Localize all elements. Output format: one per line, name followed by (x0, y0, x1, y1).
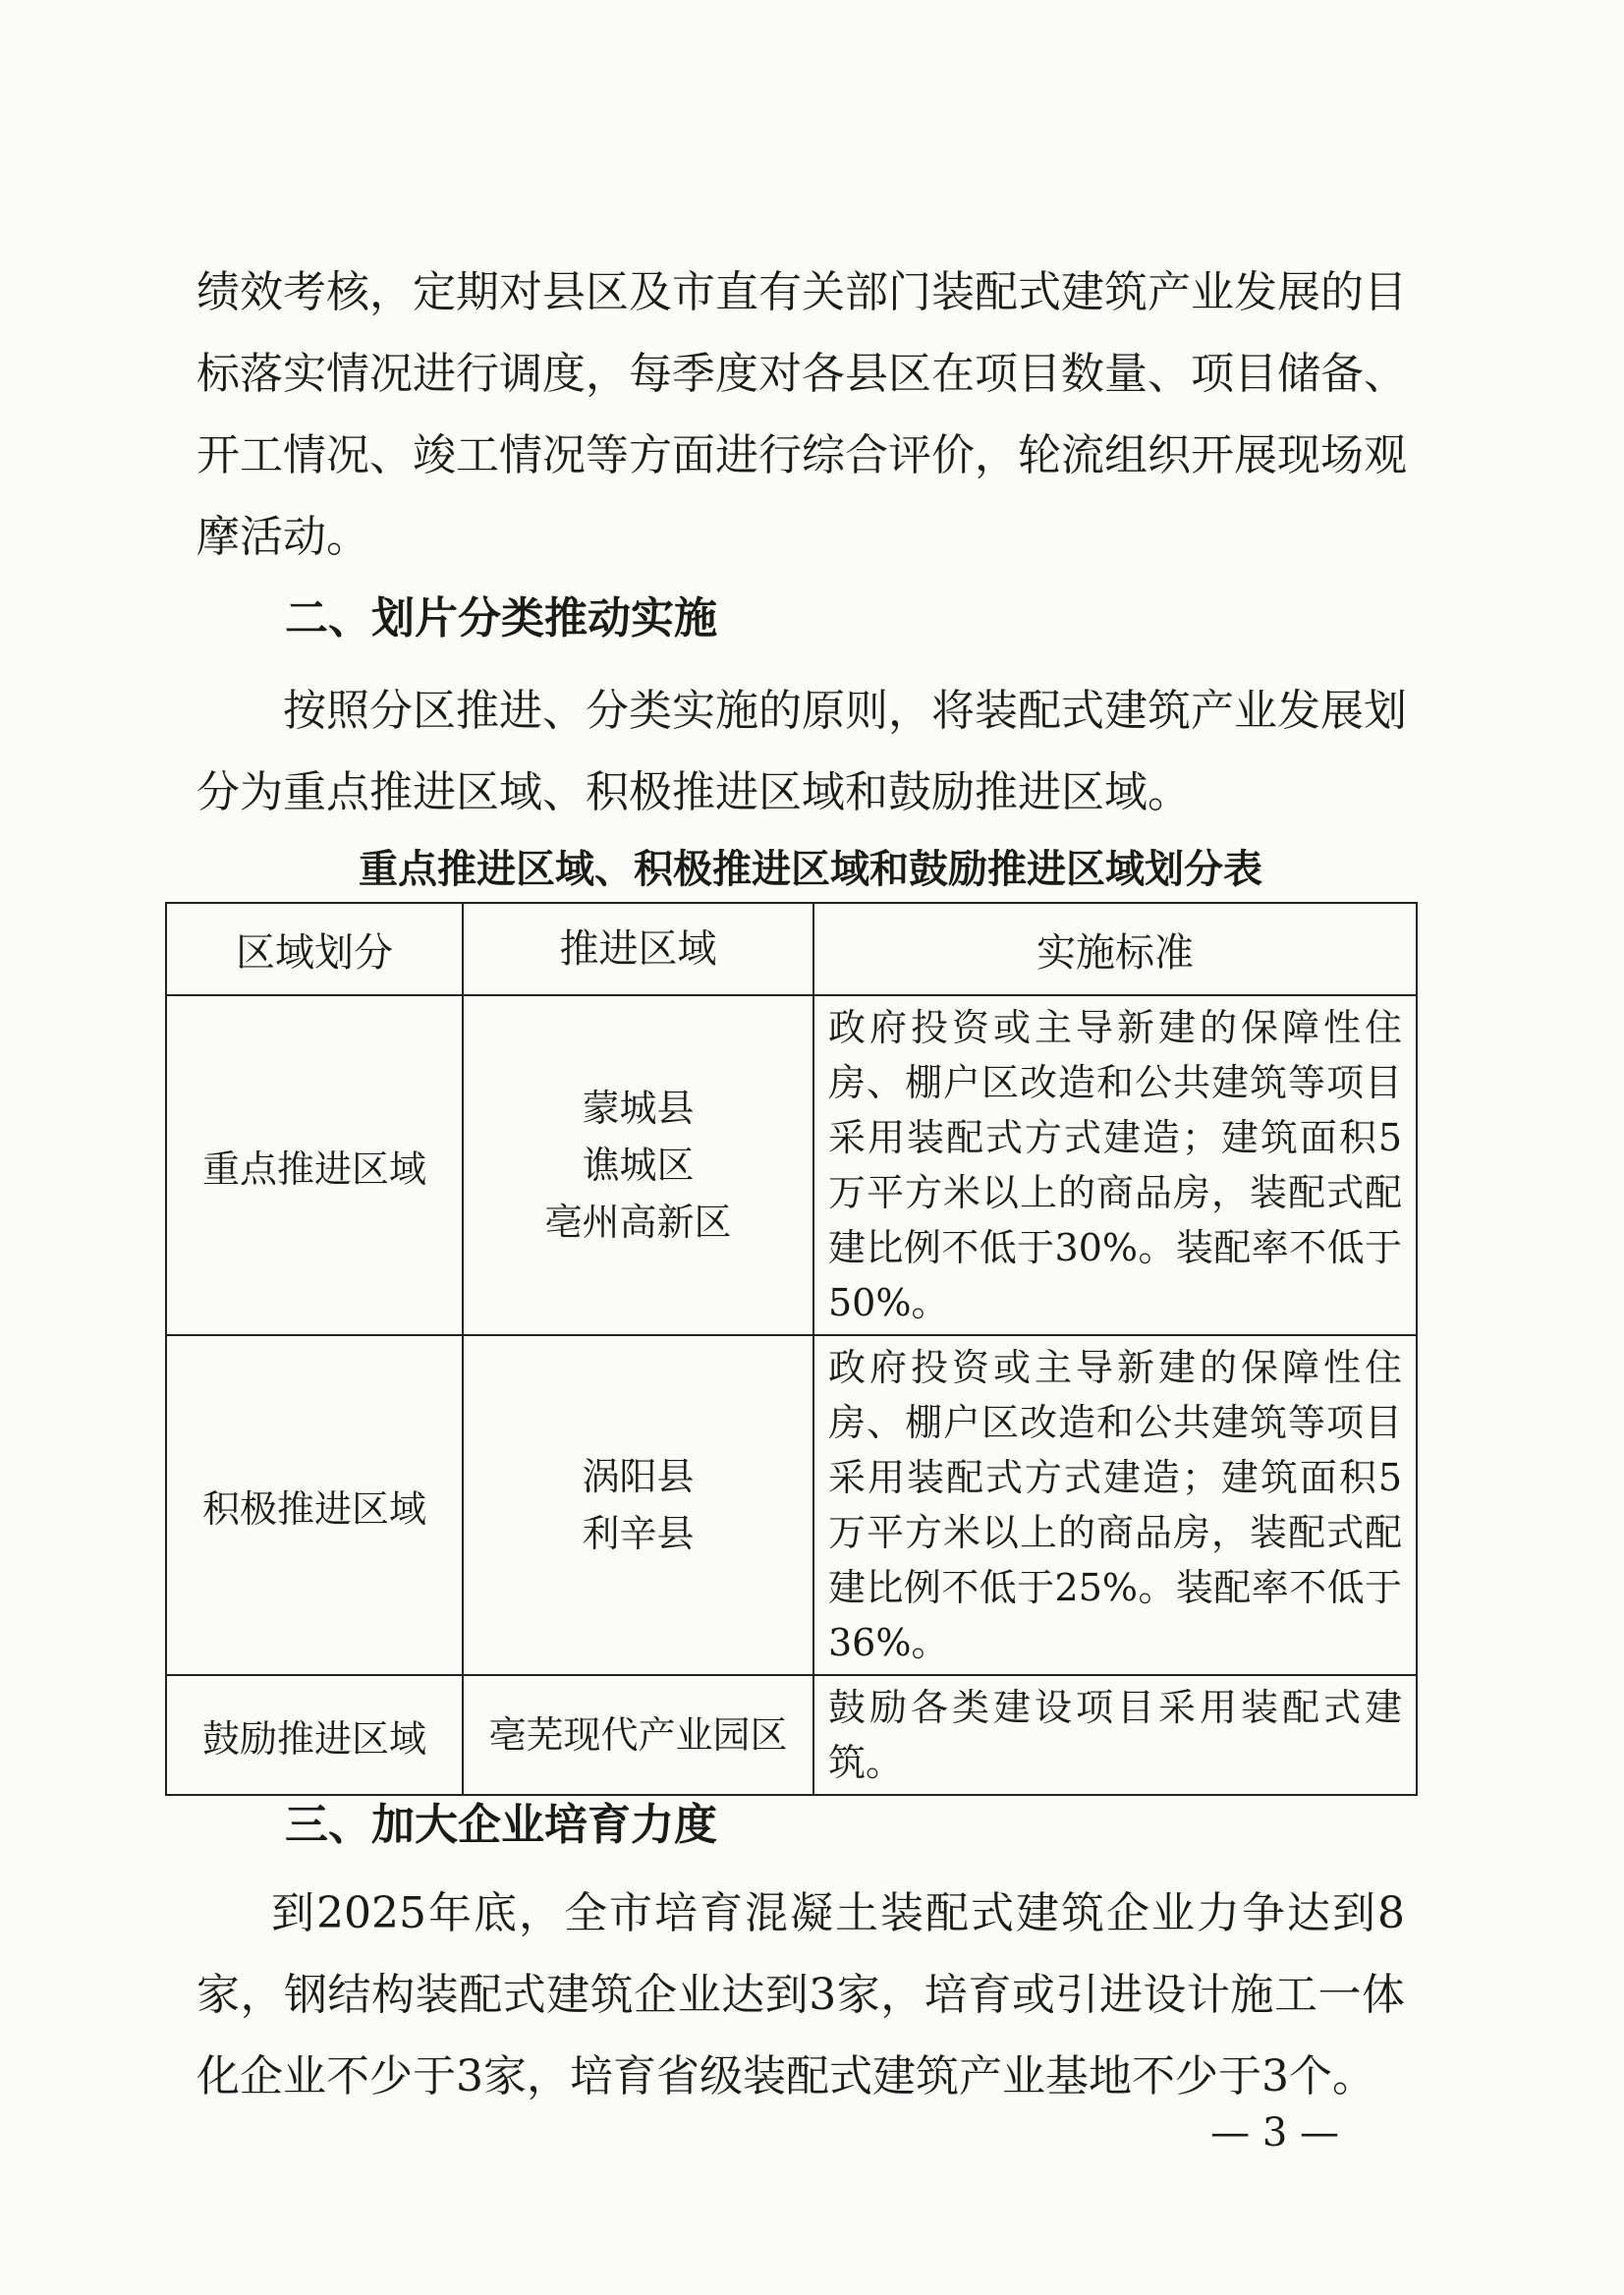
section3-line: 家，钢结构装配式建筑企业达到3家，培育或引进设计施工一体 (196, 1970, 1405, 2020)
intro-line: 开工情况、竣工情况等方面进行综合评价，轮流组织开展现场观 (196, 430, 1407, 480)
intro-line: 绩效考核，定期对县区及市直有关部门装配式建筑产业发展的目 (196, 267, 1407, 317)
header-standard: 实施标准 (813, 903, 1417, 995)
standard-cell (813, 1335, 1417, 1675)
standard-line: 筑。 (828, 1741, 904, 1784)
section3-paragraph (196, 1873, 1405, 2117)
page-number: — 3 — (1210, 2110, 1339, 2155)
section-heading: 三、加大企业培育力度 (285, 1800, 717, 1850)
area-name: 蒙城县 (582, 1087, 695, 1130)
standard-line: 政府投资或主导新建的保障性住 (828, 1346, 1402, 1389)
section3-line: 到2025年底，全市培育混凝土装配式建筑企业力争达到8 (271, 1888, 1405, 1938)
standard-line: 房、棚户区改造和公共建筑等项目 (828, 1401, 1402, 1444)
areas-cell (463, 1675, 813, 1795)
standard-cell (813, 995, 1417, 1335)
standard-line: 采用装配式方式建造；建筑面积5 (828, 1116, 1402, 1159)
areas-cell (463, 1335, 813, 1675)
standard-line: 万平方米以上的商品房，装配式配 (828, 1511, 1402, 1554)
section2-paragraph (196, 670, 1405, 833)
table-title: 重点推进区域、积极推进区域和鼓励推进区域划分表 (359, 847, 1262, 892)
zone-table (165, 902, 1418, 1796)
intro-line: 标落实情况进行调度，每季度对各县区在项目数量、项目储备、 (196, 349, 1407, 399)
standard-line: 万平方米以上的商品房，装配式配 (828, 1171, 1402, 1214)
zone-cell: 鼓励推进区域 (166, 1675, 463, 1795)
zone-cell: 积极推进区域 (166, 1335, 463, 1675)
standard-line: 房、棚户区改造和公共建筑等项目 (828, 1061, 1402, 1104)
table-row (166, 1675, 1417, 1795)
area-name: 利辛县 (582, 1512, 695, 1555)
standard-cell (813, 1675, 1417, 1795)
areas-cell (463, 995, 813, 1335)
intro-paragraph (196, 252, 1405, 578)
area-name: 亳州高新区 (544, 1201, 732, 1244)
standard-line: 建比例不低于25%。装配率不低于 (828, 1566, 1402, 1609)
section2-line: 分为重点推进区域、积极推进区域和鼓励推进区域。 (196, 767, 1191, 817)
header-areas: 推进区域 (463, 903, 813, 995)
table-row (166, 995, 1417, 1335)
section-heading: 二、划片分类推动实施 (285, 593, 717, 644)
standard-line: 采用装配式方式建造；建筑面积5 (828, 1456, 1402, 1499)
standard-line: 36%。 (828, 1621, 949, 1664)
standard-line: 50%。 (828, 1281, 949, 1324)
table-row (166, 1335, 1417, 1675)
intro-line: 摩活动。 (196, 512, 369, 562)
area-name: 谯城区 (582, 1144, 695, 1187)
section3-line: 化企业不少于3家，培育省级装配式建筑产业基地不少于3个。 (196, 2051, 1375, 2101)
zone-cell: 重点推进区域 (166, 995, 463, 1335)
table-header-row (166, 903, 1417, 995)
header-zone: 区域划分 (166, 903, 463, 995)
standard-line: 政府投资或主导新建的保障性住 (828, 1006, 1402, 1049)
area-name: 亳芜现代产业园区 (488, 1713, 788, 1757)
standard-line: 鼓励各类建设项目采用装配式建 (828, 1686, 1402, 1729)
section2-line: 按照分区推进、分类实施的原则，将装配式建筑产业发展划 (283, 686, 1407, 736)
area-name: 涡阳县 (582, 1455, 695, 1498)
standard-line: 建比例不低于30%。装配率不低于 (828, 1226, 1402, 1269)
